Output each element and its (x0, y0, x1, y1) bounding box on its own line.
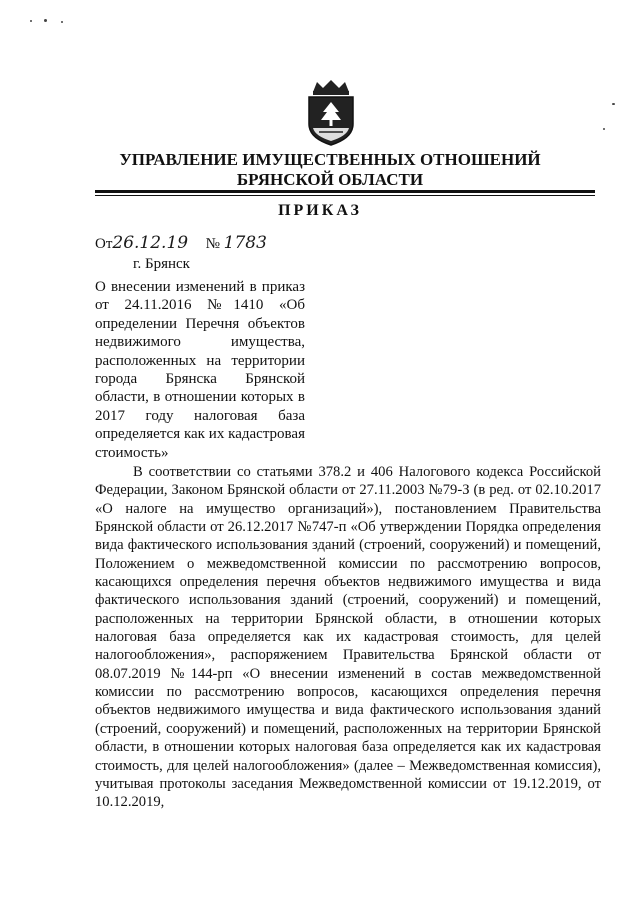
handwritten-date: 26.12.19 (112, 233, 189, 253)
organization-name (80, 150, 580, 190)
scan-speck (30, 20, 32, 22)
header-divider-thick (95, 190, 595, 193)
organization-name-line-1: УПРАВЛЕНИЕ ИМУЩЕСТВЕННЫХ ОТНОШЕНИЙ (119, 150, 541, 169)
order-body-paragraph: В соответствии со статьями 378.2 и 406 Налогового кодекса Российской Федерации, Законом Брянской области от 27.11.2003 №79-З (в ред. от 02.10.2017 «О налоге на имущество организаций»), постановлением Правительства Брянской области от 26.12.2017 №747-п «Об утверждении Порядка определения вида фактического использования зданий (строений, сооружений) и помещений, Положением о межведомственной комиссии по рассмотрению вопросов, касающихся определения перечня объектов недвижимого имущества и вида фактического использования зданий (строений, сооружений) и помещений, расположенных на территории Брянской области, в отношении которых налоговая база определяется как их кадастровая стоимость, для целей налогообложения», распоряжением Правительства Брянской области от 08.07.2019 №144-рп «О внесении изменений в состав межведомственной комиссии по рассмотрению вопросов, касающихся определения перечня объектов недвижимого имущества и вида фактического использования зданий (строений, сооружений) и помещений, расположенных на территории Брянской области, в отношении которых налоговая база определяется как их кадастровая стоимость, для целей налогообложения» (далее – Межведомственная комиссия), учитывая протоколы заседания Межведомственной комиссии от 19.12.2019, от 10.12.2019, (95, 464, 601, 811)
document-type-title: ПРИКАЗ (278, 202, 362, 219)
number-label: № (205, 236, 220, 252)
document-date-number (95, 233, 267, 253)
organization-name-line-2: БРЯНСКОЙ ОБЛАСТИ (236, 170, 424, 189)
scan-speck (61, 21, 63, 23)
header-divider-thin (95, 195, 595, 196)
scan-speck (603, 128, 605, 130)
coat-of-arms-icon (303, 78, 359, 148)
scan-speck (44, 19, 47, 22)
handwritten-number: 1783 (223, 233, 267, 253)
date-prefix: От (95, 236, 113, 252)
city-line: г. Брянск (133, 256, 190, 272)
order-subject: О внесении изменений в приказ от 24.11.2016 №1410 «Об определении Перечня объектов недвижимого имущества, расположенных на территории города Брянска Брянской области, в отношении которых в 2017 году налоговая база определяется как их кадастровая стоимость» (95, 279, 305, 461)
scan-speck (612, 103, 615, 105)
